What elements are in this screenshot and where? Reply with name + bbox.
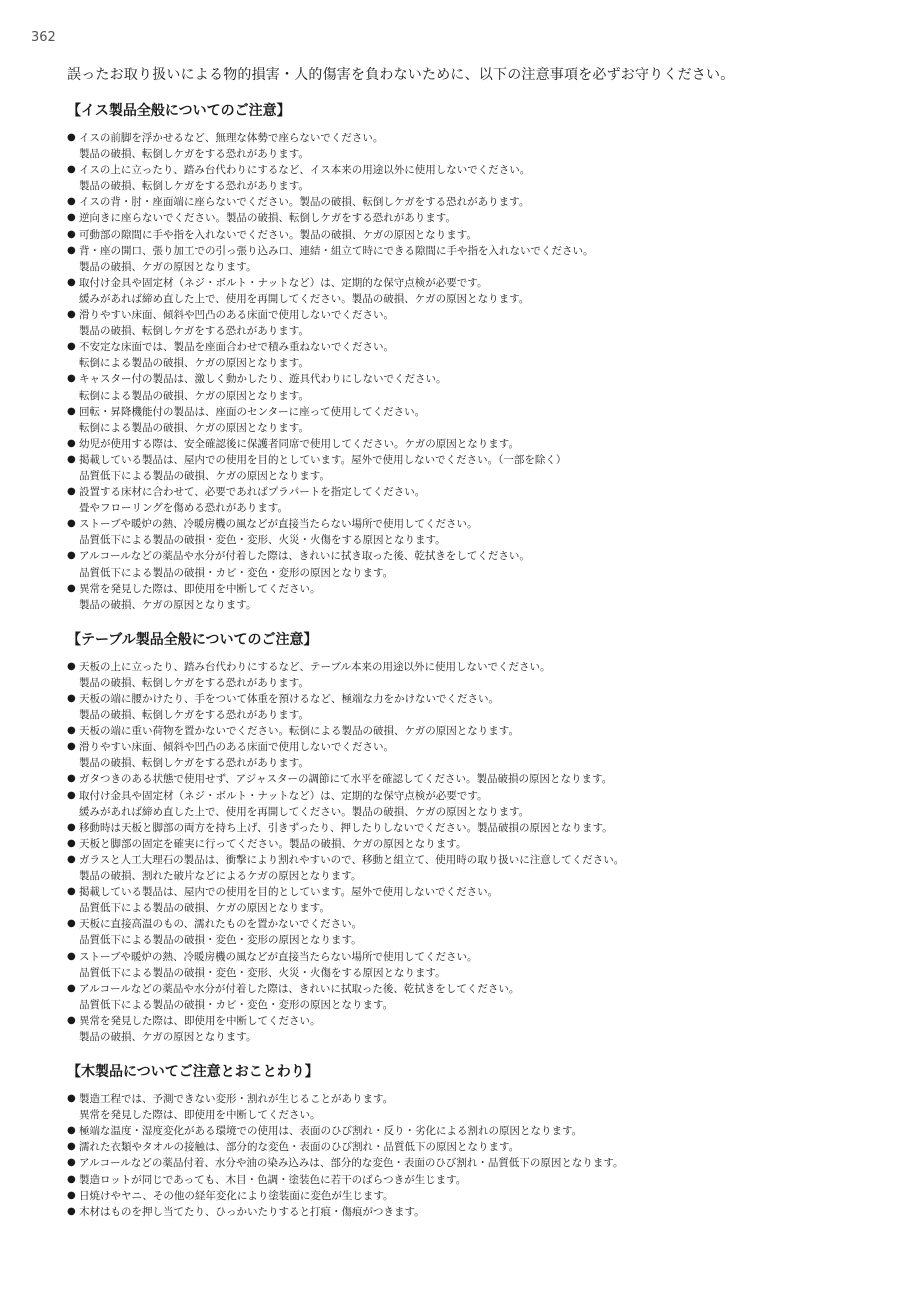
notice-item-text: 幼児が使用する際は、安全確認後に保護者同席で使用してください。ケガの原因となります。 (79, 437, 519, 450)
notice-item-text: 転倒による製品の破損、ケガの原因となります。 (79, 357, 309, 370)
notice-item (67, 404, 887, 436)
notice-item-text: 天板の端に腰かけたり、手をついて体重を預けるなど、極端な力をかけないでください。 (79, 693, 499, 705)
notice-item (67, 194, 887, 210)
bullet-icon: ● (67, 853, 76, 865)
notice-item-text: 取付け金具や固定材（ネジ・ボルト・ナットなど）は、定期的な保守点検が必要です。 (79, 276, 488, 289)
notice-item-text: 極端な温度・湿度変化がある環境での使用は、表面のひび割れ・反り・劣化による割れの原因となります。 (79, 1125, 583, 1138)
notice-item-text: 製品の破損、転倒しケガをする恐れがあります。 (79, 757, 309, 770)
notice-item (67, 723, 887, 739)
notice-item-text: 滑りやすい床面、傾斜や凹凸のある床面で使用しないでください。 (79, 309, 394, 322)
bullet-icon: ● (67, 1093, 76, 1105)
notice-item-text: 緩みがあれば締め直した上で、使用を再開してください。製品の破損、ケガの原因となります。 (79, 805, 530, 818)
notice-item-text: 製品の破損、ケガの原因となります。 (79, 1030, 257, 1043)
notice-item (67, 836, 887, 852)
notice-list (67, 659, 887, 1045)
notice-item-text: 製品の破損、ケガの原因となります。 (79, 260, 257, 273)
notice-item-text: 取付け金具や固定材（ネジ・ボルト・ナットなど）は、定期的な保守点検が必要です。 (79, 789, 488, 802)
notice-section (67, 100, 887, 613)
notice-item-text: 緩みがあれば締め直した上で、使用を再開してください。製品の破損、ケガの原因となります。 (79, 292, 530, 305)
notice-item-text: 品質低下による製品の破損・変色・変形、火災・火傷をする原因となります。 (79, 966, 446, 979)
notice-item (67, 739, 887, 771)
notice-item (67, 788, 887, 820)
notice-item-text: ストーブや暖炉の熱、冷暖房機の風などが直接当たらない場所で使用してください。 (79, 518, 478, 531)
notice-item (67, 130, 887, 162)
bullet-icon: ● (67, 341, 76, 353)
bullet-icon: ● (67, 918, 76, 930)
notice-item-text: 品質低下による製品の破損・カビ・変色・変形の原因となります。 (79, 998, 394, 1011)
bullet-icon: ● (67, 660, 76, 672)
bullet-icon: ● (67, 196, 76, 208)
notice-item-text: 不安定な床面では、製品を座面合わせで積み重ねないでください。 (79, 341, 394, 354)
notice-item-text: 製品の破損、転倒しケガをする恐れがあります。 (79, 325, 309, 338)
notice-item-text: 可動部の隙間に手や指を入れないでください。製品の破損、ケガの原因となります。 (79, 228, 477, 241)
notice-item (67, 949, 887, 981)
notice-item-text: 木材はものを押し当てたり、ひっかいたりすると打痕・傷痕がつきます。 (79, 1205, 425, 1218)
notice-item-text: 異常を発見した際は、即使用を中断してください。 (79, 1014, 321, 1027)
notice-item-text: 異常を発見した際は、即使用を中断してください。 (79, 1109, 321, 1122)
notice-item-text: 回転・昇降機能付の製品は、座面のセンターに座って使用してください。 (79, 405, 426, 418)
notice-item-text: 品質低下による製品の破損、ケガの原因となります。 (79, 469, 330, 482)
notice-item-text: 製造工程では、予測できない変形・割れが生じることがあります。 (79, 1093, 394, 1106)
notice-item (67, 820, 887, 836)
bullet-icon: ● (67, 982, 76, 994)
notice-item (67, 1123, 887, 1139)
notice-item-text: アルコールなどの薬品や水分が付着した際は、きれいに拭き取った後、乾拭きをしてください。 (79, 550, 530, 563)
bullet-icon: ● (67, 1141, 76, 1153)
bullet-icon: ● (67, 244, 76, 256)
bullet-icon: ● (67, 1205, 76, 1217)
bullet-icon: ● (67, 741, 76, 753)
notice-item-text: 品質低下による製品の破損・変色・変形、火災・火傷をする原因となります。 (79, 534, 446, 547)
notice-item (67, 916, 887, 948)
notice-item-text: 製品の破損、転倒しケガをする恐れがあります。 (79, 148, 309, 161)
notice-item-text: ガタつきのある状態で使用せず、アジャスターの調節にて水平を確認してください。製品破損の原因となります。 (79, 773, 613, 786)
notice-item (67, 884, 887, 916)
bullet-icon: ● (67, 518, 76, 530)
notice-item (67, 548, 887, 580)
notice-item (67, 852, 887, 884)
notice-item (67, 1091, 887, 1123)
notice-item (67, 1188, 887, 1204)
notice-item-text: イスの上に立ったり、踏み台代わりにするなど、イス本来の用途以外に使用しないでください。 (79, 164, 531, 177)
section-heading: 【イス製品全般についてのご注意】 (67, 103, 291, 119)
notice-item (67, 1204, 887, 1220)
section-heading: 【木製品についてご注意とおことわり】 (67, 1064, 319, 1081)
notice-item (67, 210, 887, 226)
notice-item (67, 162, 887, 194)
notice-item-text: 製品の破損、転倒しケガをする恐れがあります。 (79, 709, 309, 722)
page-number: 362 (31, 30, 56, 45)
notice-item-text: キャスター付の製品は、激しく動かしたり、遊具代わりにしないでください。 (79, 373, 447, 386)
bullet-icon: ● (67, 453, 76, 465)
notice-item-text: 転倒による製品の破損、ケガの原因となります。 (79, 389, 309, 402)
notice-item-text: 移動時は天板と脚部の両方を持ち上げ、引きずったり、押したりしないでください。製品破損の原因となります。 (79, 821, 613, 834)
notice-item (67, 243, 887, 275)
notice-item (67, 484, 887, 516)
notice-item-text: 製品の破損、ケガの原因となります。 (79, 598, 257, 611)
bullet-icon: ● (67, 1014, 76, 1026)
bullet-icon: ● (67, 582, 76, 594)
bullet-icon: ● (67, 1125, 76, 1137)
notice-item-text: アルコールなどの薬品や水分が付着した際は、きれいに拭取った後、乾拭きをしてください。 (79, 982, 520, 995)
notice-item (67, 1172, 887, 1188)
notice-item (67, 1155, 887, 1171)
notice-section (67, 1061, 887, 1220)
notice-item (67, 371, 887, 403)
bullet-icon: ● (67, 373, 76, 385)
notice-item-text: ストーブや暖炉の熱、冷暖房機の風などが直接当たらない場所で使用してください。 (79, 950, 478, 963)
notice-item (67, 659, 887, 691)
bullet-icon: ● (67, 1189, 76, 1201)
notice-item-text: 天板の上に立ったり、踏み台代わりにするなど、テーブル本来の用途以外に使用しないでください。 (79, 660, 551, 673)
bullet-icon: ● (67, 693, 76, 704)
notice-item (67, 981, 887, 1013)
notice-item-text: 製品の破損、転倒しケガをする恐れがあります。 (79, 180, 309, 193)
notice-item-text: 異常を発見した際は、即使用を中断してください。 (79, 582, 321, 595)
bullet-icon: ● (67, 837, 76, 849)
bullet-icon: ● (67, 1173, 76, 1185)
notice-item-text: 畳やフローリングを傷める恐れがあります。 (79, 502, 288, 515)
notice-item (67, 771, 887, 787)
notice-item (67, 691, 887, 723)
notice-item-text: 滑りやすい床面、傾斜や凹凸のある床面で使用しないでください。 (79, 741, 394, 754)
notice-item-text: 掲載している製品は、屋内での使用を目的としています。屋外で使用しないでください。 (79, 886, 499, 899)
notice-item-text: イスの前脚を浮かせるなど、無理な体勢で座らないでください。 (79, 132, 384, 144)
notice-item (67, 339, 887, 371)
notice-item-text: イスの背・肘・座面端に座らないでください。製品の破損、転倒しケガをする恐れがあります。 (79, 196, 530, 209)
notice-item-text: 天板の端に重い荷物を置かないでください。転倒による製品の破損、ケガの原因となります。 (79, 725, 519, 738)
bullet-icon: ● (67, 228, 76, 240)
bullet-icon: ● (67, 773, 76, 785)
notice-item-text: ガラスと人工大理石の製品は、衝撃により割れやすいので、移動と組立て、使用時の取り扱いに注意してください。 (79, 853, 625, 866)
notice-item (67, 452, 887, 484)
bullet-icon: ● (67, 437, 76, 449)
bullet-icon: ● (67, 550, 76, 562)
section-heading: 【テーブル製品全般についてのご注意】 (67, 631, 318, 648)
bullet-icon: ● (67, 486, 76, 498)
notice-item-text: 製品の破損、割れた破片などによるケガの原因となります。 (79, 870, 362, 883)
bullet-icon: ● (67, 276, 76, 288)
notice-item (67, 307, 887, 339)
bullet-icon: ● (67, 1157, 76, 1169)
notice-item (67, 1013, 887, 1045)
notice-item-text: アルコールなどの薬品付着、水分や油の染み込みは、部分的な変色・表面のひび割れ・品質低下の原因となります。 (79, 1157, 624, 1170)
notice-item-text: 転倒による製品の破損、ケガの原因となります。 (79, 421, 309, 434)
notice-item-text: 品質低下による製品の破損・変色・変形の原因となります。 (79, 934, 362, 947)
notice-item-text: 天板に直接高温のもの、濡れたものを置かないでください。 (79, 918, 363, 931)
notice-list (67, 130, 887, 613)
notice-item-text: 製造ロットが同じであっても、木目・色調・塗装色に若干のばらつきが生じます。 (79, 1173, 467, 1186)
notice-item-text: 背・座の開口、張り加工での引っ張り込み口、連結・組立て時にできる隙間に手や指を入れないでください。 (79, 244, 594, 257)
notice-item (67, 436, 887, 452)
notice-item-text: 品質低下による製品の破損・カビ・変色・変形の原因となります。 (79, 566, 394, 579)
bullet-icon: ● (67, 309, 76, 321)
notice-item-text: 日焼けやヤニ、その他の経年変化により塗装面に変色が生じます。 (79, 1189, 394, 1202)
notice-item-text: 掲載している製品は、屋内での使用を目的としています。屋外で使用しないでください。（一部を除く） (79, 453, 567, 466)
notice-item-text: 逆向きに座らないでください。製品の破損、転倒しケガをする恐れがあります。 (79, 212, 456, 225)
bullet-icon: ● (67, 212, 76, 224)
notice-item-text: 品質低下による製品の破損、ケガの原因となります。 (79, 902, 330, 915)
notice-section (67, 629, 887, 1045)
bullet-icon: ● (67, 950, 76, 962)
notice-item (67, 581, 887, 613)
notice-content (67, 100, 887, 1220)
bullet-icon: ● (67, 164, 76, 176)
bullet-icon: ● (67, 132, 76, 143)
notice-item-text: 濡れた衣類やタオルの接触は、部分的な変色・表面のひび割れ・品質低下の原因となります。 (79, 1141, 520, 1154)
bullet-icon: ● (67, 886, 76, 898)
notice-item (67, 227, 887, 243)
bullet-icon: ● (67, 821, 76, 833)
intro-text: 誤ったお取り扱いによる物的損害・人的傷害を負わないために、以下の注意事項を必ずお守りください。 (67, 67, 735, 83)
notice-item-text: 天板と脚部の固定を確実に行ってください。製品の破損、ケガの原因となります。 (79, 837, 467, 850)
notice-list (67, 1091, 887, 1220)
notice-item-text: 設置する床材に合わせて、必要であればプラパートを指定してください。 (79, 486, 426, 499)
bullet-icon: ● (67, 725, 76, 737)
notice-item-text: 製品の破損、転倒しケガをする恐れがあります。 (79, 676, 309, 689)
bullet-icon: ● (67, 405, 76, 417)
notice-item (67, 275, 887, 307)
notice-item (67, 516, 887, 548)
bullet-icon: ● (67, 789, 76, 801)
notice-item (67, 1139, 887, 1155)
